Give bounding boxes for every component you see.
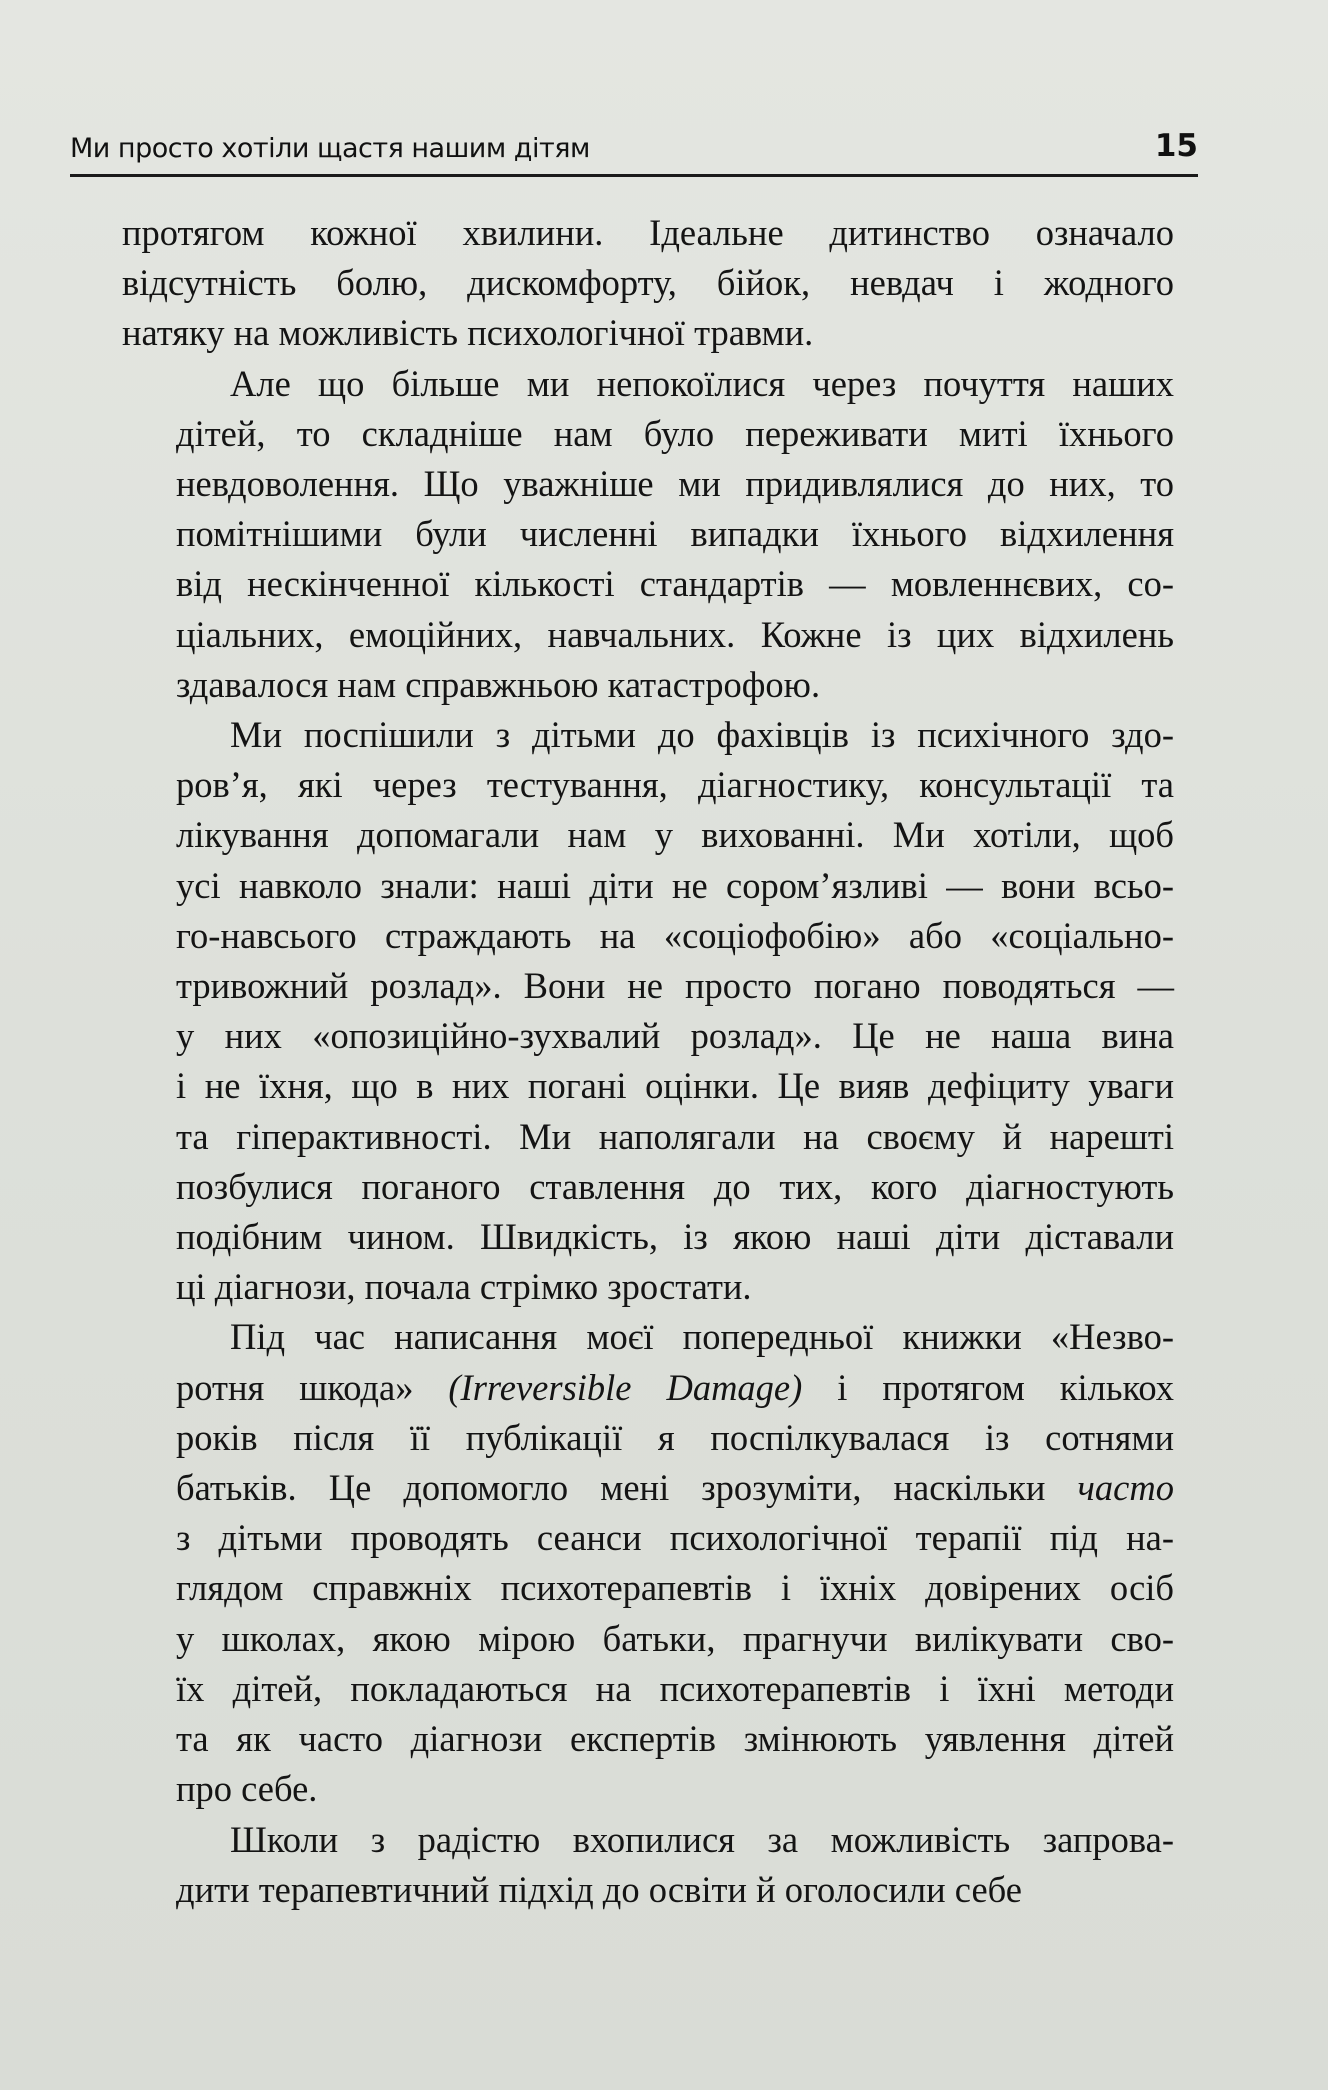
text-line: здавалося нам справжньою катастрофою. xyxy=(176,663,821,705)
text-line: їх дітей, покладаються на психотерапевтів і їхні методи xyxy=(176,1667,1174,1709)
running-head xyxy=(70,128,1198,164)
text-line: та гіперактивності. Ми наполягали на своєму й нарешті xyxy=(176,1115,1174,1157)
text-line: го-навсього страждають на «соціофобію» або «соціально- xyxy=(176,914,1174,956)
text-line: у них «опозиційно-зухвалий розлад». Це не наша вина xyxy=(176,1015,1174,1057)
text-line: дити терапевтичний підхід до освіти й оголосили себе xyxy=(176,1868,1022,1910)
text-line: Школи з радістю вхопилися за можливість запрова- xyxy=(230,1818,1174,1860)
text-line: дітей, то складніше нам було переживати миті їхнього xyxy=(176,412,1174,454)
text-line: натяку на можливість психологічної травми. xyxy=(122,312,814,354)
text-line: та як часто діагнози експертів змінюють уявлення дітей xyxy=(176,1718,1174,1760)
text-line: тривожний розлад». Вони не просто погано поводяться — xyxy=(176,965,1174,1007)
header-rule xyxy=(70,174,1198,177)
text-line: відсутність болю, дискомфорту, бійок, невдач і жодного xyxy=(122,262,1174,304)
text-line: протягом кожної хвилини. Ідеальне дитинство означало xyxy=(122,212,1174,253)
text-line: і не їхня, що в них погані оцінки. Це вияв дефіциту уваги xyxy=(176,1065,1174,1107)
text-line: лікування допомагали нам у вихованні. Ми хотіли, щоб xyxy=(176,814,1174,856)
paragraph xyxy=(122,208,1174,359)
text-line: ціальних, емоційних, навчальних. Кожне із цих відхилень xyxy=(176,613,1174,655)
page-number: 15 xyxy=(1154,128,1198,164)
text-line: Ми поспішили з дітьми до фахівців із психічного здо- xyxy=(230,714,1174,756)
chapter-title: Ми просто хотіли щастя нашим дітям xyxy=(70,133,590,164)
text-line: з дітьми проводять сеанси психологічної терапії під на- xyxy=(176,1517,1174,1559)
text-line: подібним чином. Швидкість, із якою наші діти діставали xyxy=(176,1216,1174,1258)
text-line: Але що більше ми непокоїлися через почуття наших xyxy=(230,362,1174,404)
text-line: у школах, якою мірою батьки, прагнучи вилікувати сво- xyxy=(176,1617,1174,1659)
paragraph xyxy=(122,359,1174,710)
text-line: Під час написання моєї попередньої книжки «Незво- xyxy=(230,1316,1174,1358)
paragraph xyxy=(122,710,1174,1312)
text-line: батьків. Це допомогло мені зрозуміти, наскільки часто xyxy=(176,1467,1174,1509)
text-line: про себе. xyxy=(176,1768,318,1810)
text-line: помітнішими були численні випадки їхнього відхилення xyxy=(176,513,1174,555)
text-line: позбулися поганого ставлення до тих, кого діагностують xyxy=(176,1165,1174,1207)
text-line: ротня шкода» (Irreversible Damage) і протягом кількох xyxy=(176,1366,1175,1408)
text-line: ров’я, які через тестування, діагностику, консультації та xyxy=(176,764,1174,806)
text-line: від нескінченної кількості стандартів — мовленнєвих, со- xyxy=(176,563,1174,605)
body-text xyxy=(122,208,1174,1915)
text-line: років після її публікації я поспілкувалася із сотнями xyxy=(176,1416,1174,1458)
paragraph xyxy=(122,1312,1174,1814)
text-line: глядом справжніх психотерапевтів і їхніх довірених осіб xyxy=(176,1567,1174,1609)
text-line: усі навколо знали: наші діти не сором’язливі — вони всьо- xyxy=(176,864,1174,906)
text-line: ці діагнози, почала стрімко зростати. xyxy=(176,1266,752,1308)
text-line: невдоволення. Що уважніше ми придивлялися до них, то xyxy=(176,463,1174,505)
paragraph xyxy=(122,1815,1174,1915)
